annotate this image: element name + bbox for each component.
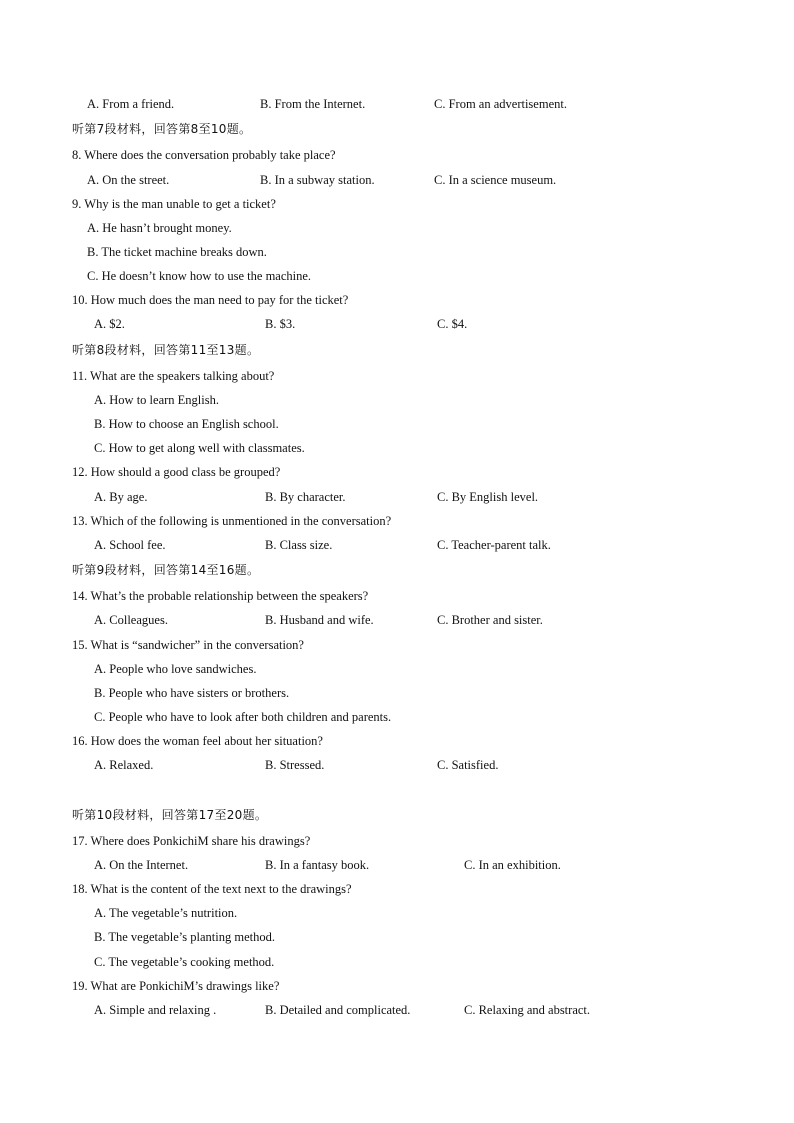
option-text: B. Stressed. [265, 758, 325, 772]
option-text: A. On the Internet. [94, 858, 189, 872]
option-text: C. Teacher-parent talk. [437, 538, 551, 552]
option-text: B. How to choose an English school. [94, 417, 279, 431]
option-text: B. People who have sisters or brothers. [94, 686, 290, 700]
option-text: B. In a fantasy book. [265, 858, 370, 872]
option-text: C. From an advertisement. [434, 97, 567, 111]
question-text: 8. Where does the conversation probably take place? [72, 148, 336, 162]
section-heading: 听第10段材料，回答第17至20题。 [72, 808, 268, 822]
question-text: 18. What is the content of the text next to the drawings? [72, 882, 352, 896]
option-text: A. He hasn’t brought money. [87, 221, 232, 235]
option-text: A. School fee. [94, 538, 166, 552]
question-text: 14. What’s the probable relationship between the speakers? [72, 589, 369, 603]
option-text: A. The vegetable’s nutrition. [94, 906, 238, 920]
option-text: C. He doesn’t know how to use the machine. [87, 269, 312, 283]
question-text: 12. How should a good class be grouped? [72, 465, 281, 479]
option-text: A. From a friend. [87, 97, 175, 111]
option-text: B. Detailed and complicated. [265, 1003, 411, 1017]
option-text: B. The vegetable’s planting method. [94, 930, 275, 944]
option-text: A. On the street. [87, 173, 170, 187]
option-text: C. Satisfied. [437, 758, 499, 772]
option-text: B. Class size. [265, 538, 333, 552]
option-text: C. Relaxing and abstract. [464, 1003, 591, 1017]
option-text: A. Relaxed. [94, 758, 154, 772]
section-heading: 听第9段材料，回答第14至16题。 [72, 563, 260, 577]
section-heading: 听第7段材料，回答第8至10题。 [72, 122, 252, 136]
option-text: C. Brother and sister. [437, 613, 543, 627]
option-text: B. The ticket machine breaks down. [87, 245, 267, 259]
option-text: C. In an exhibition. [464, 858, 561, 872]
question-text: 9. Why is the man unable to get a ticket? [72, 197, 276, 211]
question-text: 19. What are PonkichiM’s drawings like? [72, 979, 280, 993]
option-text: C. In a science museum. [434, 173, 557, 187]
question-text: 16. How does the woman feel about her situation? [72, 734, 323, 748]
question-text: 13. Which of the following is unmentioned in the conversation? [72, 514, 392, 528]
option-text: A. How to learn English. [94, 393, 219, 407]
option-text: A. People who love sandwiches. [94, 662, 257, 676]
option-text: B. From the Internet. [260, 97, 366, 111]
option-text: B. $3. [265, 317, 296, 331]
question-text: 11. What are the speakers talking about? [72, 369, 275, 383]
option-text: B. By character. [265, 490, 346, 504]
option-text: B. Husband and wife. [265, 613, 374, 627]
option-text: C. $4. [437, 317, 468, 331]
option-text: C. People who have to look after both children and parents. [94, 710, 392, 724]
option-text: C. How to get along well with classmates. [94, 441, 305, 455]
option-text: A. Simple and relaxing . [94, 1003, 217, 1017]
option-text: C. The vegetable’s cooking method. [94, 955, 275, 969]
section-heading: 听第8段材料，回答第11至13题。 [72, 343, 260, 357]
option-text: C. By English level. [437, 490, 539, 504]
option-text: A. Colleagues. [94, 613, 168, 627]
question-text: 17. Where does PonkichiM share his drawings? [72, 834, 311, 848]
question-text: 10. How much does the man need to pay for the ticket? [72, 293, 349, 307]
option-text: A. $2. [94, 317, 125, 331]
option-text: B. In a subway station. [260, 173, 375, 187]
question-text: 15. What is “sandwicher” in the conversation? [72, 638, 304, 652]
option-text: A. By age. [94, 490, 148, 504]
